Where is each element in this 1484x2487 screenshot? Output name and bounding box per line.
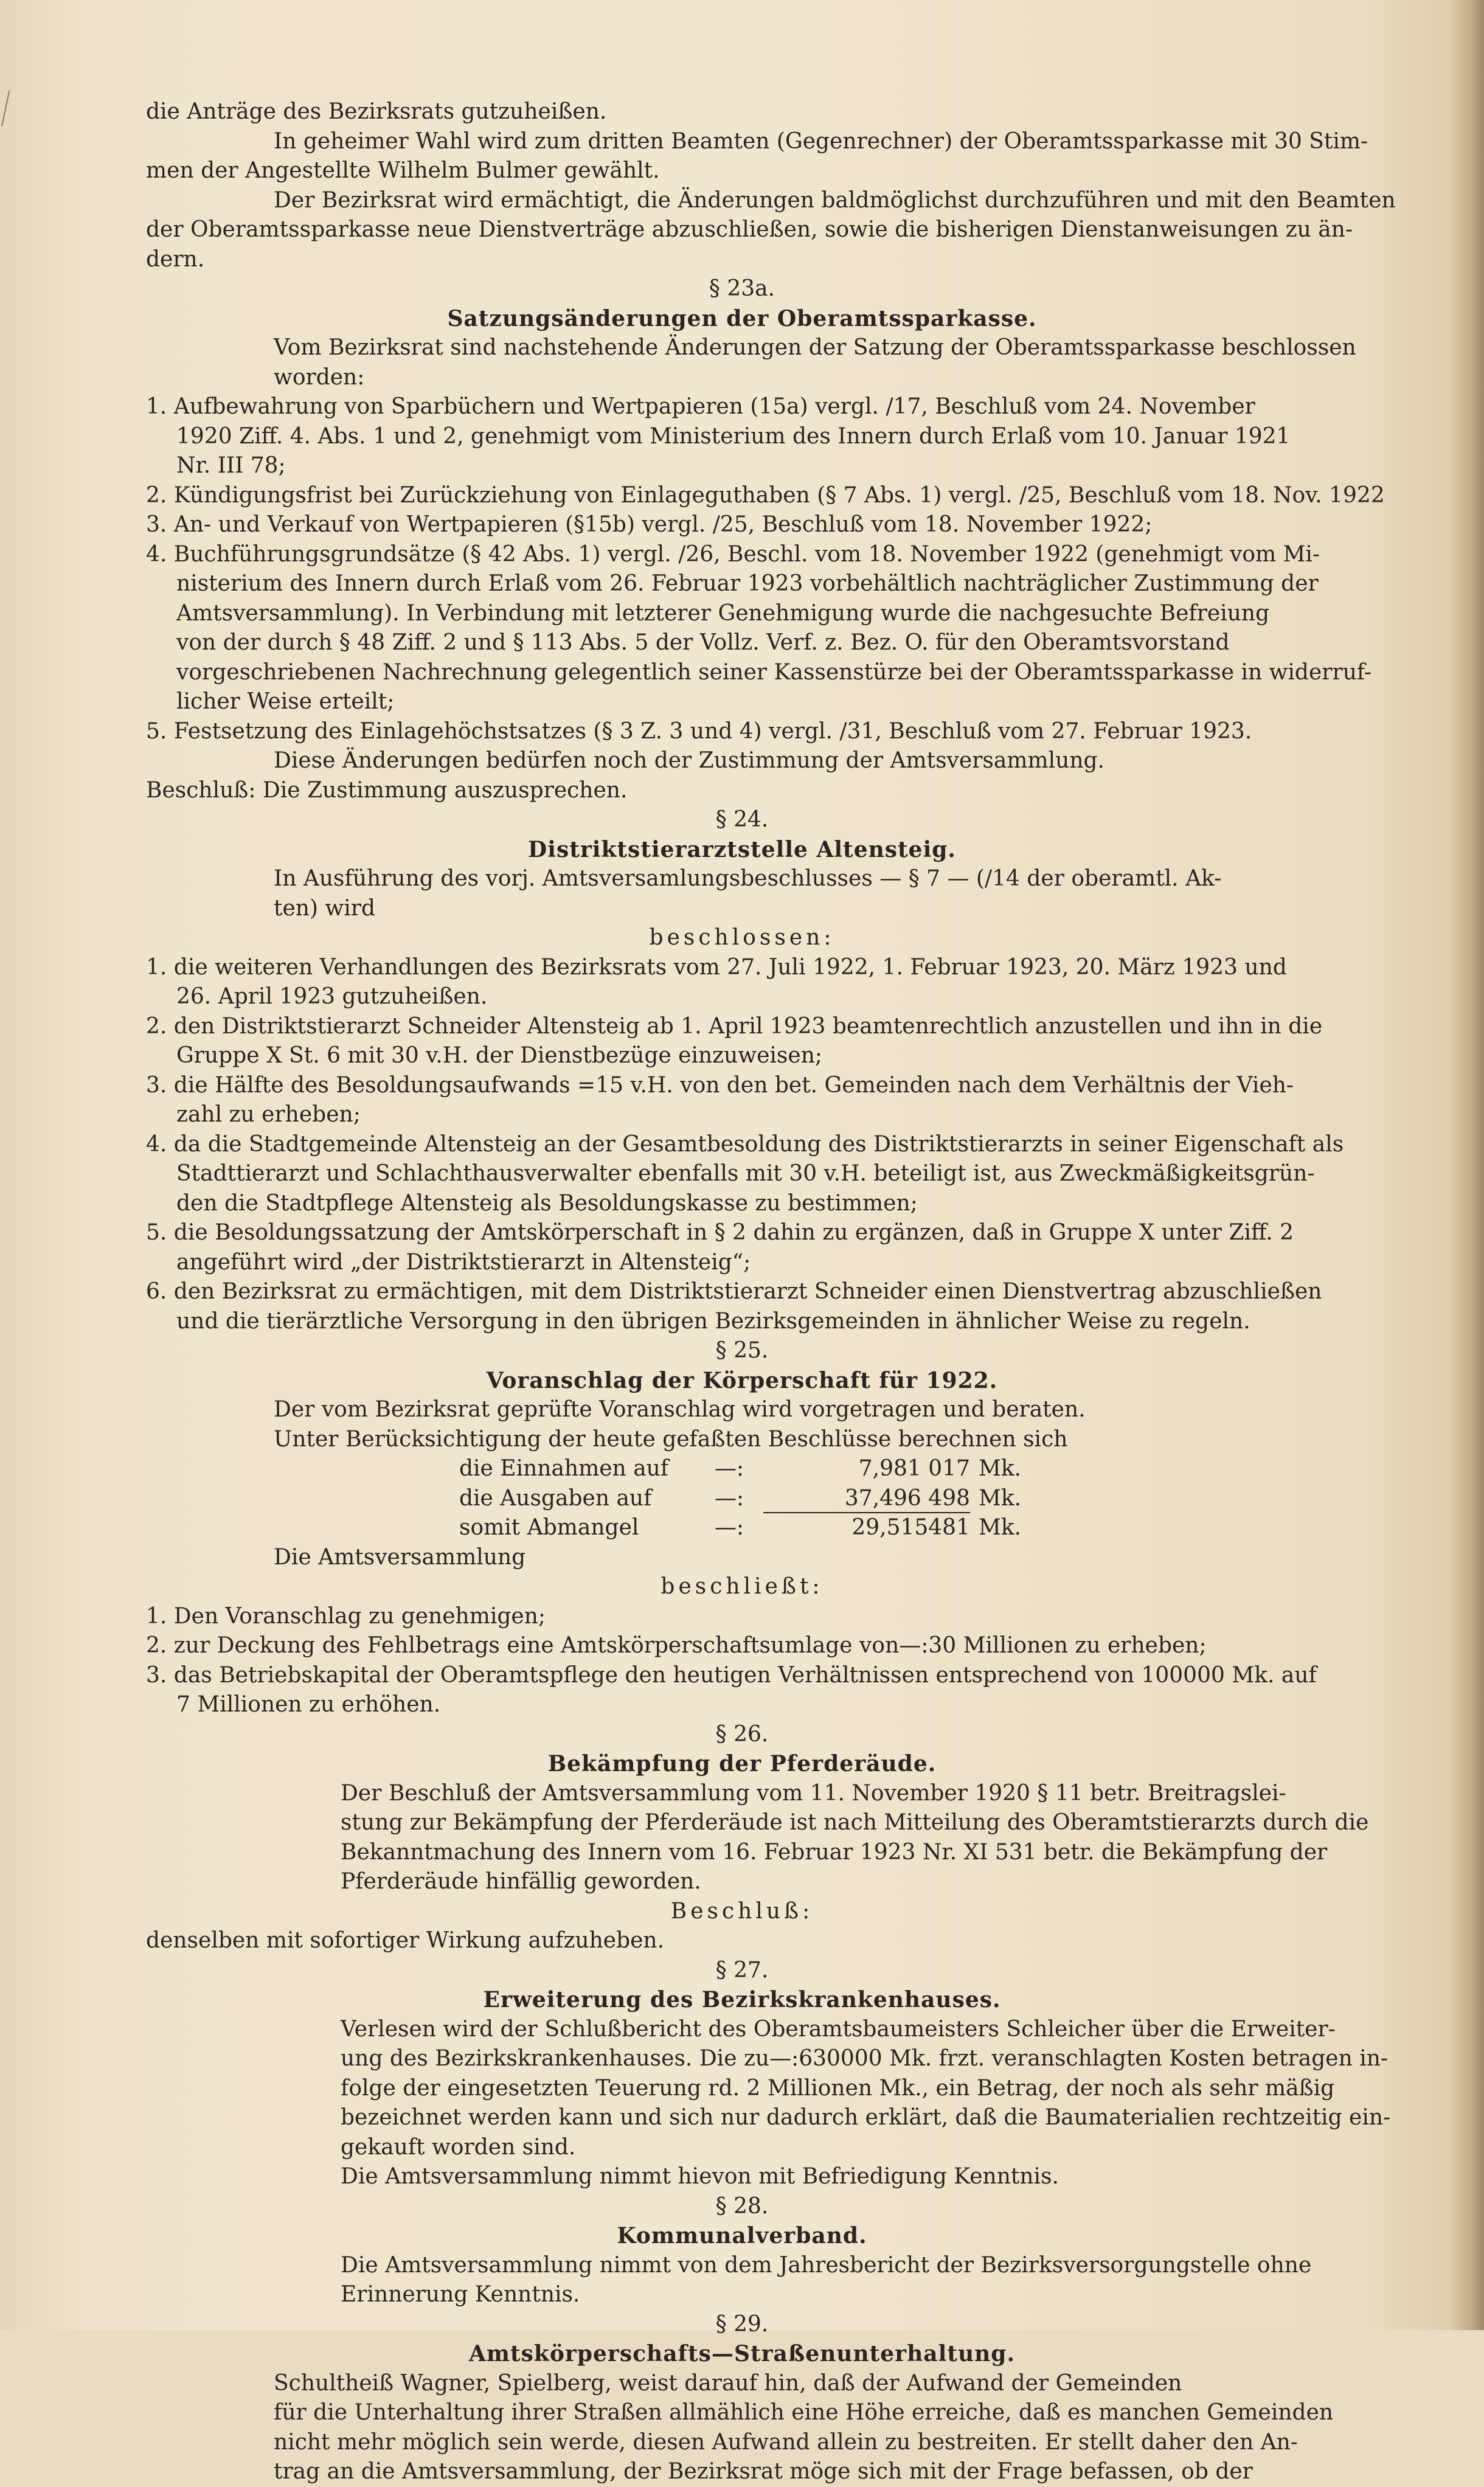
- text-line: Schultheiß Wagner, Spielberg, weist darauf hin, daß der Aufwand der Gemeinden: [274, 2370, 1182, 2396]
- text-line: vorgeschriebenen Nachrechnung gelegentlich seiner Kassenstürze bei der Oberamtssparkasse in widerruf-: [176, 659, 1372, 685]
- budget-calculation: [146, 1454, 1338, 1543]
- text-block-top: [146, 97, 1396, 1454]
- text-line: folge der eingesetzten Teuerung rd. 2 Millionen Mk., ein Betrag, der noch als sehr mäßig: [341, 2075, 1335, 2101]
- text-line: 1. die weiteren Verhandlungen des Bezirksrats vom 27. Juli 1922, 1. Februar 1923, 20. März 1923 und: [146, 954, 1287, 980]
- section-heading: Voranschlag der Körperschaft für 1922.: [486, 1367, 998, 1393]
- calc-separator: —:: [715, 1515, 744, 1540]
- text-line: stung zur Bekämpfung der Pferderäude ist nach Mitteilung des Oberamtstierarzts durch die: [341, 1810, 1369, 1835]
- text-line: von der durch § 48 Ziff. 2 und § 113 Abs. 5 der Vollz. Verf. z. Bez. O. für den Oberamtsvorstand: [176, 630, 1230, 655]
- text-line: angeführt wird „der Distriktstierarzt in Altensteig“;: [176, 1249, 751, 1275]
- text-line: men der Angestellte Wilhelm Bulmer gewählt.: [146, 158, 660, 183]
- text-line: beschließt:: [661, 1574, 823, 1599]
- text-line: für die Unterhaltung ihrer Straßen allmählich eine Höhe erreiche, daß es manchen Gemeinden: [274, 2400, 1334, 2425]
- section-heading: Satzungsänderungen der Oberamtssparkasse.: [447, 305, 1037, 331]
- text-line: Die Amtsversammlung nimmt hievon mit Befriedigung Kenntnis.: [341, 2164, 1059, 2189]
- text-line: Verlesen wird der Schlußbericht des Oberamtsbaumeisters Schleicher über die Erweiter-: [341, 2016, 1336, 2042]
- calc-label: somit Abmangel: [459, 1515, 639, 1540]
- text-line: 3. die Hälfte des Besoldungsaufwands =15 v.H. von den bet. Gemeinden nach dem Verhältnis der Vieh-: [146, 1072, 1294, 1098]
- text-line: Bekanntmachung des Innern vom 16. Februar 1923 Nr. XI 531 betr. die Bekämpfung der: [341, 1839, 1328, 1865]
- text-line: nisterium des Innern durch Erlaß vom 26. Februar 1923 vorbehältlich nachträglicher Zustimmung der: [176, 571, 1319, 596]
- calc-row: [146, 1454, 1338, 1484]
- text-line: Der vom Bezirksrat geprüfte Voranschlag wird vorgetragen und beraten.: [274, 1397, 1086, 1422]
- section-heading: Erweiterung des Bezirkskrankenhauses.: [483, 1987, 1001, 2013]
- text-line: 2. den Distriktstierarzt Schneider Altensteig ab 1. April 1923 beamtenrechtlich anzustellen und ihn in die: [146, 1013, 1323, 1039]
- text-line: 2. zur Deckung des Fehlbetrags eine Amtskörperschaftsumlage von—:30 Millionen zu erheben;: [146, 1633, 1207, 1658]
- text-line: Gruppe X St. 6 mit 30 v.H. der Dienstbezüge einzuweisen;: [176, 1043, 823, 1068]
- section-heading: Distriktstierarztstelle Altensteig.: [528, 836, 956, 862]
- section-number: § 24.: [715, 807, 769, 832]
- text-block-bottom: [146, 1543, 1391, 2487]
- text-line: Der Beschluß der Amtsversammlung vom 11. November 1920 § 11 betr. Breitragslei-: [341, 1780, 1286, 1806]
- section-number: § 27.: [715, 1957, 769, 1983]
- text-line: Die Amtsversammlung nimmt von dem Jahresbericht der Bezirksversorgungstelle ohne: [341, 2252, 1312, 2278]
- text-line: nicht mehr möglich sein werde, diesen Aufwand allein zu bestreiten. Er stellt daher den An-: [274, 2429, 1298, 2455]
- calc-value: 7,981 017: [858, 1456, 970, 1481]
- text-line: 1. Den Voranschlag zu genehmigen;: [146, 1603, 546, 1629]
- text-line: trag an die Amtsversammlung, der Bezirksrat möge sich mit der Frage befassen, ob der: [274, 2459, 1253, 2484]
- text-line: 1920 Ziff. 4. Abs. 1 und 2, genehmigt vom Ministerium des Innern durch Erlaß vom 10. Januar 1921: [176, 423, 1291, 449]
- section-number: § 29.: [715, 2311, 769, 2337]
- text-line: In geheimer Wahl wird zum dritten Beamten (Gegenrechner) der Oberamtssparkasse mit 30 Stim-: [274, 128, 1368, 154]
- text-line: die Anträge des Bezirksrats gutzuheißen.: [146, 99, 607, 124]
- text-line: In Ausführung des vorj. Amtsversamlungsbeschlusses — § 7 — (/14 der oberamtl. Ak-: [274, 866, 1222, 891]
- document-body: [146, 97, 1396, 2487]
- text-line: 6. den Bezirksrat zu ermächtigen, mit dem Distriktstierarzt Schneider einen Dienstvertrag abzuschließen: [146, 1279, 1322, 1304]
- text-line: Erinnerung Kenntnis.: [341, 2282, 580, 2307]
- text-line: der Oberamtssparkasse neue Dienstverträge abzuschließen, sowie die bisherigen Dienstanweisungen zu än-: [146, 217, 1353, 242]
- text-line: ten) wird: [274, 895, 376, 921]
- page-edge-shadow: [1449, 0, 1484, 2330]
- text-line: den die Stadtpflege Altensteig als Besoldungskasse zu bestimmen;: [176, 1190, 918, 1216]
- section-heading: Amtskörperschafts—Straßenunterhaltung.: [468, 2341, 1015, 2367]
- section-number: § 23a.: [709, 276, 775, 301]
- calc-unit: Mk.: [979, 1456, 1022, 1481]
- text-line: bezeichnet werden kann und sich nur dadurch erklärt, daß die Baumaterialien rechtzeitig ein-: [341, 2105, 1391, 2130]
- section-heading: Kommunalverband.: [617, 2223, 867, 2249]
- text-line: Der Bezirksrat wird ermächtigt, die Änderungen baldmöglichst durchzuführen und mit den Beamten: [274, 187, 1396, 213]
- text-line: Unter Berücksichtigung der heute gefaßten Beschlüsse berechnen sich: [274, 1426, 1068, 1452]
- calc-label: die Ausgaben auf: [459, 1485, 652, 1511]
- text-line: gekauft worden sind.: [341, 2134, 576, 2160]
- text-line: denselben mit sofortiger Wirkung aufzuheben.: [146, 1928, 665, 1953]
- text-line: 4. da die Stadtgemeinde Altensteig an der Gesamtbesoldung des Distriktstierarzts in seiner Eigenschaft als: [146, 1131, 1344, 1157]
- section-heading: Bekämpfung der Pferderäude.: [547, 1751, 937, 1777]
- text-line: 7 Millionen zu erhöhen.: [176, 1692, 441, 1717]
- calc-value: 29,515481: [851, 1515, 970, 1540]
- text-line: Stadttierarzt und Schlachthausverwalter ebenfalls mit 30 v.H. beteiligt ist, aus Zweckmäßigkeitsgrün-: [176, 1161, 1315, 1186]
- text-line: dern.: [146, 246, 205, 272]
- text-line: 3. das Betriebskapital der Oberamtspflege den heutigen Verhältnissen entsprechend von 100000 Mk. auf: [146, 1662, 1317, 1688]
- text-line: 5. Festsetzung des Einlagehöchstsatzes (§ 3 Z. 3 und 4) vergl. /31, Beschluß vom 27. Februar 1923.: [146, 718, 1252, 744]
- text-line: 1. Aufbewahrung von Sparbüchern und Wertpapieren (15a) vergl. /17, Beschluß vom 24. November: [146, 394, 1255, 419]
- text-line: Beschluß: Die Zustimmung auszusprechen.: [146, 777, 628, 803]
- text-line: 3. An- und Verkauf von Wertpapieren (§15b) vergl. /25, Beschluß vom 18. November 1922;: [146, 512, 1153, 537]
- text-line: Pferderäude hinfällig geworden.: [341, 1869, 701, 1894]
- text-line: Nr. III 78;: [176, 453, 286, 478]
- text-line: Beschluß:: [670, 1898, 814, 1924]
- calc-separator: —:: [715, 1485, 744, 1511]
- text-line: Vom Bezirksrat sind nachstehende Änderungen der Satzung der Oberamtssparkasse beschlossen: [274, 335, 1356, 360]
- text-line: Die Amtsversammlung: [274, 1544, 526, 1570]
- text-line: licher Weise erteilt;: [176, 689, 395, 714]
- section-number: § 25.: [715, 1338, 769, 1363]
- text-line: Amtsversammlung). In Verbindung mit letzterer Genehmigung wurde die nachgesuchte Befreiung: [176, 600, 1270, 626]
- text-line: Diese Änderungen bedürfen noch der Zustimmung der Amtsversammlung.: [274, 748, 1104, 773]
- text-line: 26. April 1923 gutzuheißen.: [176, 984, 488, 1009]
- text-line: 5. die Besoldungssatzung der Amtskörperschaft in § 2 dahin zu ergänzen, daß in Gruppe X unter Ziff. 2: [146, 1220, 1294, 1245]
- text-line: 2. Kündigungsfrist bei Zurückziehung von Einlageguthaben (§ 7 Abs. 1) vergl. /25, Beschluß vom 18. Nov. 1922: [146, 482, 1385, 508]
- calc-separator: —:: [715, 1456, 744, 1481]
- calc-row: [146, 1484, 1338, 1514]
- section-number: § 28.: [715, 2193, 769, 2219]
- calc-unit: Mk.: [979, 1515, 1022, 1540]
- calc-unit: Mk.: [979, 1485, 1022, 1511]
- calc-label: die Einnahmen auf: [459, 1456, 669, 1481]
- text-line: 4. Buchführungsgrundsätze (§ 42 Abs. 1) vergl. /26, Beschl. vom 18. November 1922 (genehmigt vom Mi-: [146, 541, 1320, 567]
- text-line: und die tierärztliche Versorgung in den übrigen Bezirksgemeinden in ähnlicher Weise zu regeln.: [176, 1308, 1250, 1334]
- text-line: zahl zu erheben;: [176, 1102, 361, 1127]
- calc-value: 37,496 498: [763, 1484, 970, 1514]
- section-number: § 26.: [715, 1721, 769, 1747]
- margin-mark: [1, 90, 22, 128]
- text-line: beschlossen:: [649, 925, 835, 950]
- calc-row: [146, 1513, 1338, 1543]
- text-line: worden:: [274, 364, 365, 390]
- text-line: ung des Bezirkskrankenhauses. Die zu—:630000 Mk. frzt. veranschlagten Kosten betragen in-: [341, 2046, 1389, 2071]
